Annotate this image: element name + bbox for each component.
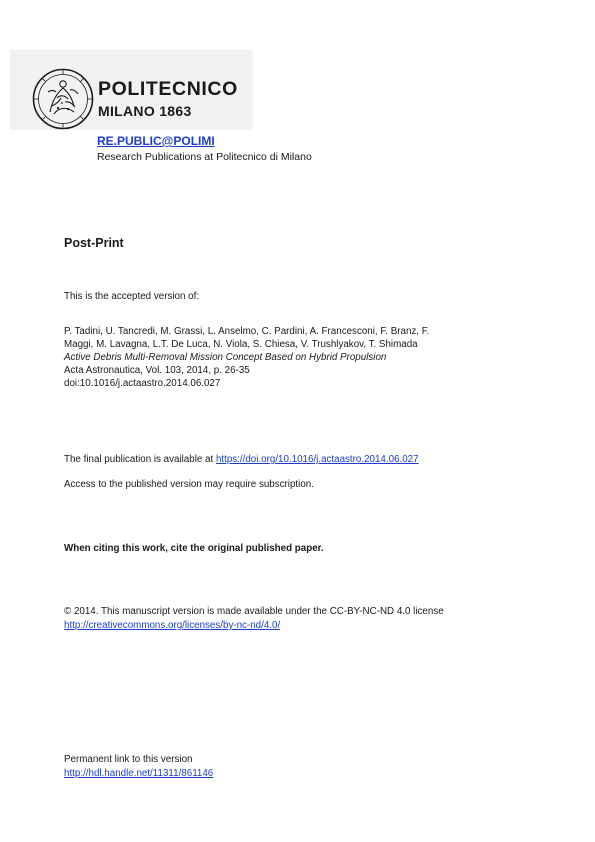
citing-note: When citing this work, cite the original published paper. — [64, 543, 324, 554]
document-type-heading: Post-Print — [64, 236, 124, 250]
final-publication-link[interactable]: https://doi.org/10.1016/j.actaastro.2014.06.027 — [215, 454, 419, 465]
permanent-link-label: Permanent link to this version — [64, 754, 193, 765]
citation-title: Active Debris Multi-Removal Mission Concept Based on Hybrid Propulsion — [64, 352, 387, 363]
repository-link[interactable]: RE.PUBLIC@POLIMI — [97, 134, 215, 148]
license-text: © 2014. This manuscript version is made available under the CC-BY-NC-ND 4.0 license — [64, 606, 444, 617]
citation-doi: doi:10.1016/j.actaastro.2014.06.027 — [64, 378, 221, 389]
politecnico-wordmark — [98, 80, 238, 118]
citation-journal: Acta Astronautica, Vol. 103, 2014, p. 26-35 — [64, 365, 250, 376]
citation-authors-line-1: P. Tadini, U. Tancredi, M. Grassi, L. Anselmo, C. Pardini, A. Francesconi, F. Branz, F. — [64, 326, 430, 337]
access-note: Access to the published version may require subscription. — [64, 479, 314, 490]
permanent-link[interactable]: http://hdl.handle.net/11311/861146 — [64, 768, 214, 779]
logo-line-2: MILANO 1863 — [98, 102, 192, 119]
citation-authors-line-2: Maggi, M. Lavagna, L.T. De Luca, N. Viola, S. Chiesa, V. Trushlyakov, T. Shimada — [64, 339, 418, 350]
intro-text: This is the accepted version of: — [64, 291, 200, 302]
repository-subtitle: Research Publications at Politecnico di Milano — [97, 151, 312, 163]
final-publication-prefix: The final publication is available at — [64, 454, 216, 465]
politecnico-seal-icon — [32, 68, 94, 130]
logo-line-1: POLITECNICO — [98, 78, 238, 100]
license-link[interactable]: http://creativecommons.org/licenses/by-nc-nd/4.0/ — [64, 620, 281, 631]
final-publication-line — [64, 454, 419, 466]
